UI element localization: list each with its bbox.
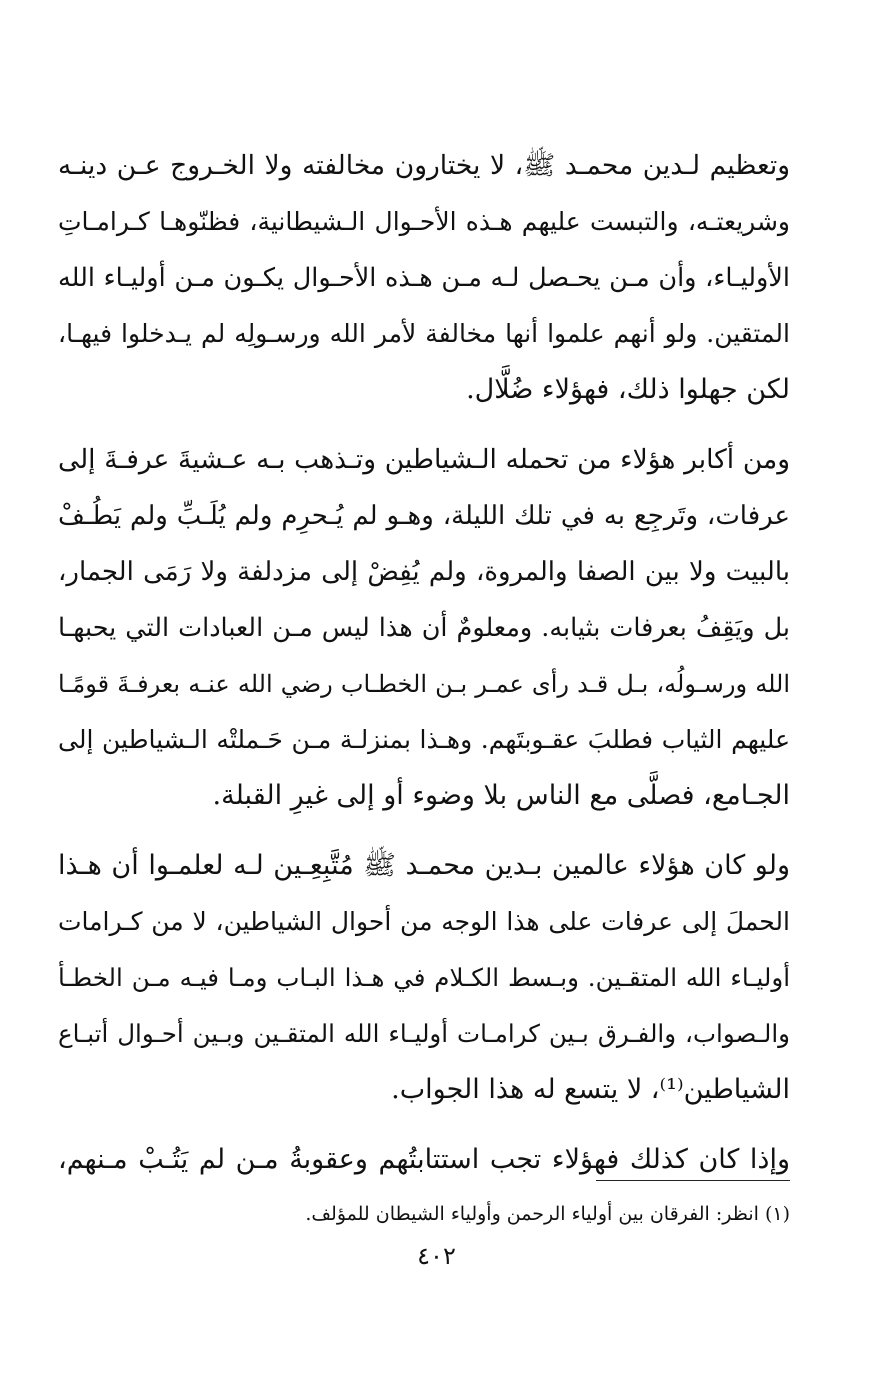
text-line: لكن جهلوا ذلك، فهؤلاء ضُلَّال.	[466, 374, 790, 405]
text-line: وشريعتـه، والتبست عليهم هـذه الأحـوال الـشيطانية، فظنّوهـا كـرامـاتِ	[58, 207, 790, 236]
text-line: عرفات، وتَرجِع به في تلك الليلة، وهـو لم يُـحرِم ولم يُلَـبِّ ولم يَطُـفْ	[58, 501, 790, 531]
footnote-separator	[596, 1180, 790, 1181]
text-line: بالبيت ولا بين الصفا والمروة، ولم يُفِضْ إلى مزدلفة ولا رَمَى الجمار،	[58, 557, 790, 587]
text-line: ومن أكابر هؤلاء من تحمله الـشياطين وتـذهب بـه عـشيةَ عرفـةَ إلى	[58, 444, 790, 475]
text-line: عليهم الثياب فطلبَ عقـوبتَهم. وهـذا بمنزلـة مـن حَـملتْه الـشياطين إلى	[58, 725, 790, 754]
paragraph-spacer	[58, 1118, 790, 1132]
text-line: الأوليـاء، وأن مـن يحـصل لـه مـن هـذه الأحـوال يكـون مـن أوليـاء الله	[58, 263, 790, 293]
text-line: والـصواب، والفـرق بـين كرامـات أوليـاء الله المتقـين وبـين أحـوال أتبـاع	[58, 1019, 790, 1048]
paragraph-3	[58, 838, 790, 1118]
text-line: وإذا كان كذلك فهؤلاء تجب استتابتُهم وعقوبةُ مـن لم يَتُـبْ مـنهم،	[58, 1144, 790, 1175]
main-text	[58, 138, 790, 1188]
text-line: ولو كان هؤلاء عالمين بـدين محمـد ﷺ مُتَّبِعِـين لـه لعلمـوا أن هـذا	[58, 850, 790, 881]
paragraph-2	[58, 432, 790, 824]
text-line: بل ويَقِفُ بعرفات بثيابه. ومعلومٌ أن هذا ليس مـن العبادات التي يحبهـا	[58, 613, 790, 643]
text-line: الله ورسـولُه، بـل قـد رأى عمـر بـن الخطـاب رضي الله عنـه بعرفـةَ قومًـا	[58, 670, 790, 698]
page-number: ٤٠٢	[417, 1242, 456, 1270]
text-line: المتقين. ولو أنهم علموا أنها مخالفة لأمر الله ورسـولِه لم يـدخلوا فيهـا،	[58, 319, 790, 348]
text-line: وتعظيم لـدين محمـد ﷺ، لا يختارون مخالفته ولا الخـروج عـن دينـه	[58, 150, 790, 181]
text-line: الجـامع، فصلَّى مع الناس بلا وضوء أو إلى غيرِ القبلة.	[212, 780, 790, 811]
paragraph-spacer	[58, 824, 790, 838]
paragraph-1	[58, 138, 790, 418]
text-line: الشياطين⁽¹⁾، لا يتسع له هذا الجواب.	[391, 1074, 790, 1105]
footnote: (١) انظر: الفرقان بين أولياء الرحمن وأولياء الشيطان للمؤلف.	[305, 1203, 790, 1225]
text-line: أوليـاء الله المتقـين. وبـسط الكـلام في هـذا البـاب ومـا فيـه مـن الخطـأ	[58, 963, 790, 992]
text-line: الحملَ إلى عرفات على هذا الوجه من أحوال الشياطين، لا من كـرامات	[58, 907, 790, 936]
paragraph-spacer	[58, 418, 790, 432]
